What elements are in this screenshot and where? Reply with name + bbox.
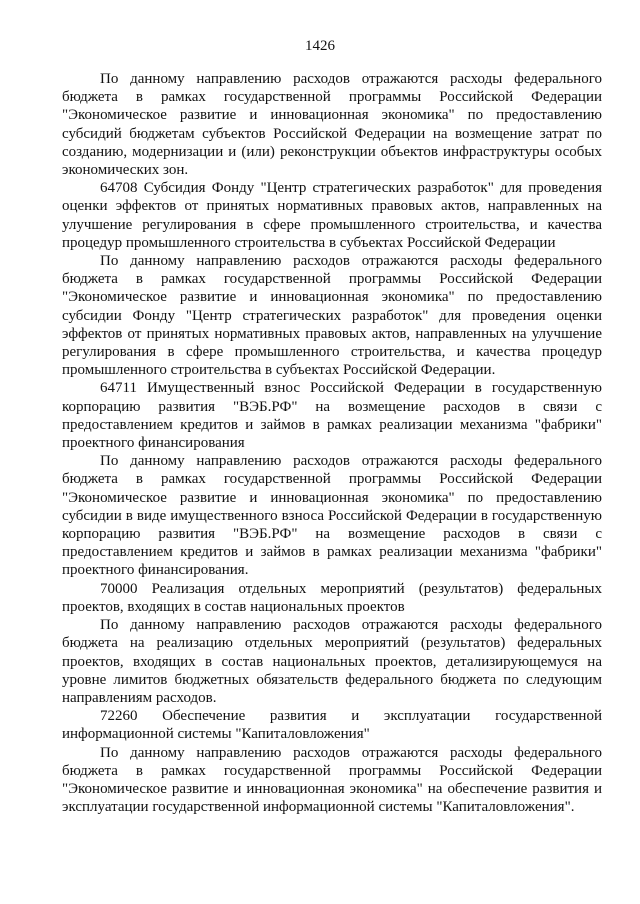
paragraph-6-code-70000: 70000 Реализация отдельных мероприятий (результатов) федеральных проектов, входящих в состав национальных проектов — [62, 580, 602, 615]
paragraph-3: По данному направлению расходов отражаются расходы федерального бюджета в рамках государственной программы Российской Федерации "Экономическое развитие и инновационная экономика" по предоставлению субсидии Фонду "Центр стратегических разработок" для проведения оценки эффектов от принятых нормативных правовых актов, направленных на улучшение регулирования в сфере промышленного строительства, и качества процедур промышленного строительства в субъектах Российской Федерации. — [62, 253, 602, 379]
paragraph-5: По данному направлению расходов отражаются расходы федерального бюджета в рамках государственной программы Российской Федерации "Экономическое развитие и инновационная экономика" по предоставлению субсидии в виде имущественного взноса Российской Федерации в государственную корпорацию развития "ВЭБ.РФ" на возмещение расходов в связи с предоставлением кредитов и займов в рамках реализации механизма "фабрики" проектного финансирования. — [62, 453, 602, 579]
paragraph-8-code-72260: 72260 Обеспечение развития и эксплуатации государственной информационной системы "Капиталовложения" — [62, 708, 602, 743]
document-body — [62, 70, 602, 816]
paragraph-4-code-64711: 64711 Имущественный взнос Российской Федерации в государственную корпорацию развития "ВЭБ.РФ" на возмещение расходов в связи с предоставлением кредитов и займов в рамках реализации механизма "фабрики" проектного финансирования — [62, 380, 602, 452]
paragraph-2-code-64708: 64708 Субсидия Фонду "Центр стратегических разработок" для проведения оценки эффектов от принятых нормативных правовых актов, направленных на улучшение регулирования в сфере промышленного строительства, и качества процедур промышленного строительства в субъектах Российской Федерации — [62, 180, 602, 251]
paragraph-7: По данному направлению расходов отражаются расходы федерального бюджета на реализацию отдельных мероприятий (результатов) федеральных проектов, входящих в состав национальных проектов, детализирующемуся на уровне лимитов бюджетных обязательств федерального бюджета по следующим направлениям расходов. — [62, 617, 602, 706]
page-number: 1426 — [305, 38, 335, 54]
paragraph-9: По данному направлению расходов отражаются расходы федерального бюджета в рамках государственной программы Российской Федерации "Экономическое развитие и инновационная экономика" на обеспечение развития и эксплуатации государственной информационной системы "Капиталовложения". — [62, 744, 602, 816]
paragraph-1: По данному направлению расходов отражаются расходы федерального бюджета в рамках государственной программы Российской Федерации "Экономическое развитие и инновационная экономика" по предоставлению субсидий бюджетам субъектов Российской Федерации на возмещение затрат по созданию, модернизации и (или) реконструкции объектов инфраструктуры особых экономических зон. — [62, 71, 602, 179]
